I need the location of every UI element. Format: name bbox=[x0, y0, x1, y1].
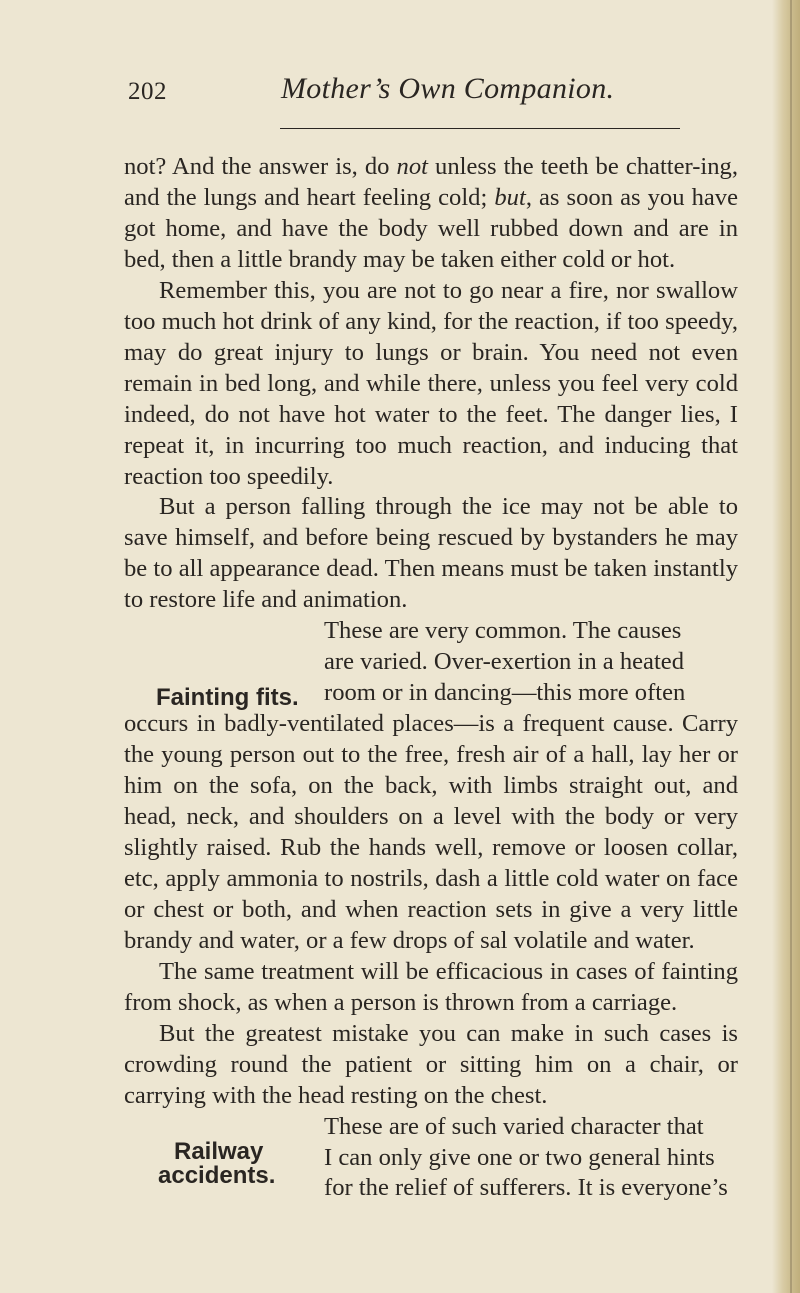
paragraph-7-line3: for the relief of sufferers. It is everyone’s bbox=[324, 1174, 728, 1202]
paragraph-4-line3: room or in dancing—this more often bbox=[324, 679, 686, 707]
paragraph-4-body: occurs in badly-ventilated places—is a frequent cause. Carry the young person out to the free, fresh air of a hall, lay her or him on the sofa, on the back, with limbs straight out, and head, neck, and shoulders on a level with the body or very slightly raised. Rub the hands well, remove or loosen collar, etc, apply ammonia to nostrils, dash a little cold water on face or chest or both, and when reaction sets in give a very little brandy and water, or a few drops of sal volatile and water. bbox=[124, 710, 738, 954]
emphasis-but: but bbox=[494, 183, 526, 211]
paragraph-7-line2: I can only give one or two general hints bbox=[324, 1143, 715, 1171]
page-edge-shadow bbox=[772, 0, 800, 1293]
running-head: Mother’s Own Companion. bbox=[281, 72, 615, 105]
paragraph-7-line1: These are of such varied character that bbox=[324, 1112, 704, 1140]
paragraph-2: Remember this, you are not to go near a fire, nor swallow too much hot drink of any kind, for the reaction, if too speedy, may do great injury to lungs or brain. You need not even remain in bed long, and while there, unless you feel very cold indeed, do not have hot water to the feet. The danger lies, I repeat it, in incurring too much reaction, and inducing that reaction too speedily. bbox=[124, 276, 738, 490]
margin-note-fainting-fits: Fainting fits. bbox=[156, 684, 299, 711]
paragraph-5: The same treatment will be efficacious in cases of fainting from shock, as when a person is thrown from a carriage. bbox=[124, 957, 738, 1016]
margin-note-railway-line1: Railway bbox=[174, 1138, 264, 1165]
page-edge-line bbox=[790, 0, 792, 1293]
page-number: 202 bbox=[128, 78, 167, 105]
margin-note-railway-line2: accidents. bbox=[158, 1162, 276, 1189]
paragraph-4-line1: These are very common. The causes bbox=[324, 617, 682, 645]
body-text bbox=[124, 152, 738, 1204]
emphasis-not: not bbox=[396, 153, 428, 180]
header-rule bbox=[280, 128, 680, 129]
paragraph-6: But the greatest mistake you can make in such cases is crowding round the patient or sitting him on a chair, or carrying with the head resting on the chest. bbox=[124, 1019, 738, 1109]
paragraph-1: not? And the answer is, do not unless the teeth be chatter-ing, and the lungs and heart feeling cold; but, as soon as you have got home, and have the body well rubbed down and are in bed, then a little brandy may be taken either cold or hot. bbox=[124, 153, 738, 273]
paragraph-3: But a person falling through the ice may not be able to save himself, and before being rescued by bystanders he may be to all appearance dead. Then means must be taken instantly to restore life and animation. bbox=[124, 493, 738, 614]
paragraph-4-line2: are varied. Over-exertion in a heated bbox=[324, 648, 685, 676]
